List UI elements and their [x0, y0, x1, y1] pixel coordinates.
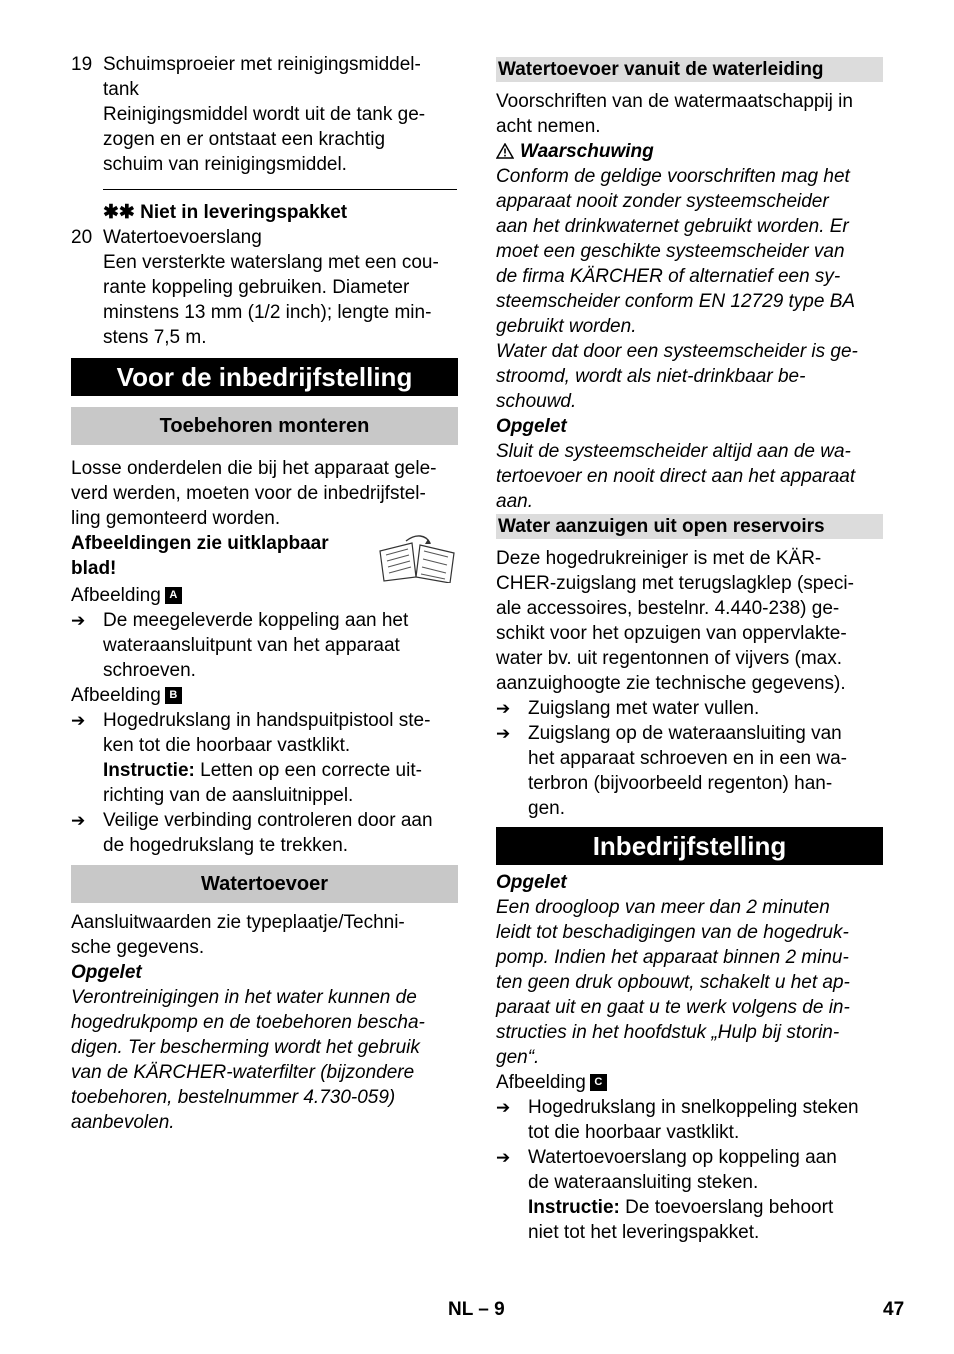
arrow-right-icon: ➔ [71, 611, 86, 630]
text-line: gebruikt worden. [496, 316, 637, 337]
text-line: Een versterkte waterslang met een cou- [103, 252, 439, 273]
arrow-right-icon: ➔ [71, 811, 86, 830]
step-text [528, 1095, 883, 1145]
caution-text [71, 985, 458, 1135]
instruction-label: Instructie: [528, 1197, 620, 1218]
text-line: Watertoevoerslang op koppeling aan [528, 1147, 837, 1168]
step-text [103, 708, 458, 808]
text-line: Hogedrukslang in snelkoppeling steken [528, 1097, 859, 1118]
text-line: De meegeleverde koppeling aan het [103, 610, 409, 631]
figure-badge: A [165, 587, 182, 604]
instruction-step [71, 608, 458, 683]
text-line: Veilige verbinding controleren door aan [103, 810, 433, 831]
right-column [496, 57, 883, 1245]
text-line: Verontreinigingen in het water kunnen de [71, 987, 417, 1008]
paragraph [71, 910, 458, 960]
text-line: Watertoevoerslang [103, 227, 262, 248]
text-line: pomp. Indien het apparaat binnen 2 minu- [496, 947, 849, 968]
text-line: gen“. [496, 1047, 540, 1068]
instruction-note [103, 758, 458, 783]
paragraph [496, 89, 883, 139]
figure-label: Afbeelding [71, 585, 161, 606]
text-line: schuim van reinigingsmiddel. [103, 154, 347, 175]
text-line: paraat uit en gaat u te werk volgens de in- [496, 997, 850, 1018]
paragraph [71, 456, 458, 531]
footer-page-number: 47 [883, 1299, 905, 1320]
text-line: Conform de geldige voorschriften mag het [496, 166, 850, 187]
warning-heading [496, 139, 883, 164]
text-line: ten geen druk opbouwt, schakelt u het ap- [496, 972, 850, 993]
text-line: gen. [528, 798, 565, 819]
text-line: Reinigingsmiddel wordt uit de tank ge- [103, 104, 426, 125]
text-line: ling gemonteerd worden. [71, 508, 281, 529]
instruction-step [71, 708, 458, 808]
caution-label: Opgelet [496, 416, 567, 437]
text-line: aanzuighoogte zie technische gegevens). [496, 673, 846, 694]
instruction-step [71, 808, 458, 858]
arrow-right-icon: ➔ [496, 1148, 511, 1167]
left-column [71, 52, 458, 1135]
subheading-watertoevoer-waterleiding: Watertoevoer vanuit de waterleiding [496, 57, 883, 82]
section-heading-voor-de-inbedrijfstelling: Voor de inbedrijfstelling [71, 358, 458, 396]
arrow-right-icon: ➔ [496, 699, 511, 718]
text-line: Losse onderdelen die bij het apparaat gele- [71, 458, 437, 479]
item-number: 19 [71, 54, 93, 75]
step-text [528, 1145, 883, 1245]
figure-label: Afbeelding [496, 1072, 586, 1093]
text-line: Een droogloop van meer dan 2 minuten [496, 897, 830, 918]
text-line: digen. Ter bescherming wordt het gebruik [71, 1037, 420, 1058]
text-line: leidt tot beschadigingen van de hogedruk- [496, 922, 849, 943]
footer-section-page [448, 1297, 505, 1322]
foldout-note [71, 531, 458, 583]
arrow-right-icon: ➔ [71, 711, 86, 730]
item-text [103, 52, 458, 177]
caution-label: Opgelet [496, 872, 567, 893]
arrow-right-icon: ➔ [496, 1098, 511, 1117]
text-line: stens 7,5 m. [103, 327, 207, 348]
text-line: hogedrukpomp en de toebehoren bescha- [71, 1012, 425, 1033]
text-line: de firma KÄRCHER of alternatief een sy- [496, 266, 841, 287]
text-line: structies in het hoofdstuk „Hulp bij storin- [496, 1022, 840, 1043]
instruction-step [496, 1145, 883, 1245]
text-line: Zuigslang op de wateraansluiting van [528, 723, 842, 744]
foldout-note-text [71, 531, 329, 581]
text-line: terbron (bijvoorbeeld regenton) han- [528, 773, 833, 794]
caution-text [496, 439, 883, 514]
text-line: verd werden, moeten voor de inbedrijfstel- [71, 483, 426, 504]
text-line: Letten op een correcte uit- [194, 760, 422, 781]
figure-badge: C [590, 1074, 607, 1091]
item-number: 20 [71, 227, 93, 248]
warning-text [496, 164, 883, 414]
text-line: van de KÄRCHER-waterfilter (bijzondere [71, 1062, 415, 1083]
text-line: minstens 13 mm (1/2 inch); lengte min- [103, 302, 432, 323]
instruction-step [496, 696, 883, 721]
text-line: Water dat door een systeemscheider is ge- [496, 341, 858, 362]
text-line: Hogedrukslang in handspuitpistool ste- [103, 710, 431, 731]
text-line: aan. [496, 491, 533, 512]
instruction-note [528, 1195, 883, 1220]
step-text [103, 608, 458, 683]
not-included-heading [103, 200, 458, 225]
subheading-water-aanzuigen: Water aanzuigen uit open reservoirs [496, 514, 883, 539]
double-star-icon: ✱✱ [103, 202, 135, 223]
text-line: schikt voor het opzuigen van oppervlakte- [496, 623, 847, 644]
text-line: De toevoerslang behoort [619, 1197, 834, 1218]
text-line: de wateraansluiting steken. [528, 1172, 759, 1193]
subsection-heading-watertoevoer: Watertoevoer [71, 865, 458, 903]
figure-badge: B [165, 687, 182, 704]
text-line: Aansluitwaarden zie typeplaatje/Techni- [71, 912, 405, 933]
foldout-book-icon [376, 533, 458, 583]
instruction-step [496, 721, 883, 821]
footer-language: NL [448, 1299, 473, 1320]
section-heading-inbedrijfstelling: Inbedrijfstelling [496, 827, 883, 865]
warning-triangle-icon [496, 143, 514, 159]
step-text [528, 696, 883, 721]
text-line: Zuigslang met water vullen. [528, 698, 760, 719]
text-line: de hogedrukslang te trekken. [103, 835, 349, 856]
text-line: schouwd. [496, 391, 577, 412]
text-line: ale accessoires, bestelnr. 4.440-238) ge- [496, 598, 840, 619]
text-line: het apparaat schroeven en in een wa- [528, 748, 847, 769]
text-line: water bv. uit regentonnen of vijvers (max. [496, 648, 843, 669]
text-line: steemscheider conform EN 12729 type BA [496, 291, 856, 312]
text-line: acht nemen. [496, 116, 601, 137]
text-line: toebehoren, bestelnummer 4.730-059) [71, 1087, 396, 1108]
divider [103, 189, 457, 190]
text-line: richting van de aansluitnippel. [103, 785, 354, 806]
item-text [103, 225, 458, 350]
text-line: tertoevoer en nooit direct aan het apparaat [496, 466, 856, 487]
text-line: aan het drinkwaternet gebruikt worden. Er [496, 216, 849, 237]
text-line: zogen en er ontstaat een krachtig [103, 129, 386, 150]
paragraph [496, 546, 883, 696]
list-item-20 [71, 225, 458, 350]
arrow-right-icon: ➔ [496, 724, 511, 743]
caution-label: Opgelet [71, 962, 142, 983]
step-text [103, 808, 458, 858]
text-line: blad! [71, 558, 117, 579]
figure-label: Afbeelding [71, 685, 161, 706]
text-line: apparaat nooit zonder systeemscheider [496, 191, 829, 212]
figure-reference-c [496, 1070, 883, 1095]
text-line: Afbeeldingen zie uitklapbaar [71, 533, 329, 554]
heading-text: Niet in leveringspakket [140, 202, 348, 223]
text-line: Schuimsproeier met reinigingsmiddel- [103, 54, 421, 75]
text-line: wateraansluitpunt van het apparaat [103, 635, 400, 656]
footer-section-number: – 9 [478, 1299, 505, 1320]
figure-reference-a [71, 583, 458, 608]
text-line: ken tot die hoorbaar vastklikt. [103, 735, 351, 756]
text-line: tank [103, 79, 139, 100]
text-line: aanbevolen. [71, 1112, 175, 1133]
instruction-label: Instructie: [103, 760, 195, 781]
instruction-step [496, 1095, 883, 1145]
subsection-heading-toebehoren: Toebehoren monteren [71, 407, 458, 445]
list-item-19 [71, 52, 458, 177]
text-line: Deze hogedrukreiniger is met de KÄR- [496, 548, 822, 569]
text-line: sche gegevens. [71, 937, 205, 958]
text-line: Voorschriften van de watermaatschappij in [496, 91, 853, 112]
text-line: schroeven. [103, 660, 196, 681]
caution-text [496, 895, 883, 1070]
text-line: niet tot het leveringspakket. [528, 1222, 760, 1243]
text-line: rante koppeling gebruiken. Diameter [103, 277, 410, 298]
text-line: Sluit de systeemscheider altijd aan de wa- [496, 441, 851, 462]
text-line: moet een geschikte systeemscheider van [496, 241, 845, 262]
text-line: CHER-zuigslang met terugslagklep (speci- [496, 573, 854, 594]
figure-reference-b [71, 683, 458, 708]
step-text [528, 721, 883, 821]
text-line: stroomd, wordt als niet-drinkbaar be- [496, 366, 806, 387]
warning-label: Waarschuwing [520, 141, 654, 162]
text-line: tot die hoorbaar vastklikt. [528, 1122, 740, 1143]
